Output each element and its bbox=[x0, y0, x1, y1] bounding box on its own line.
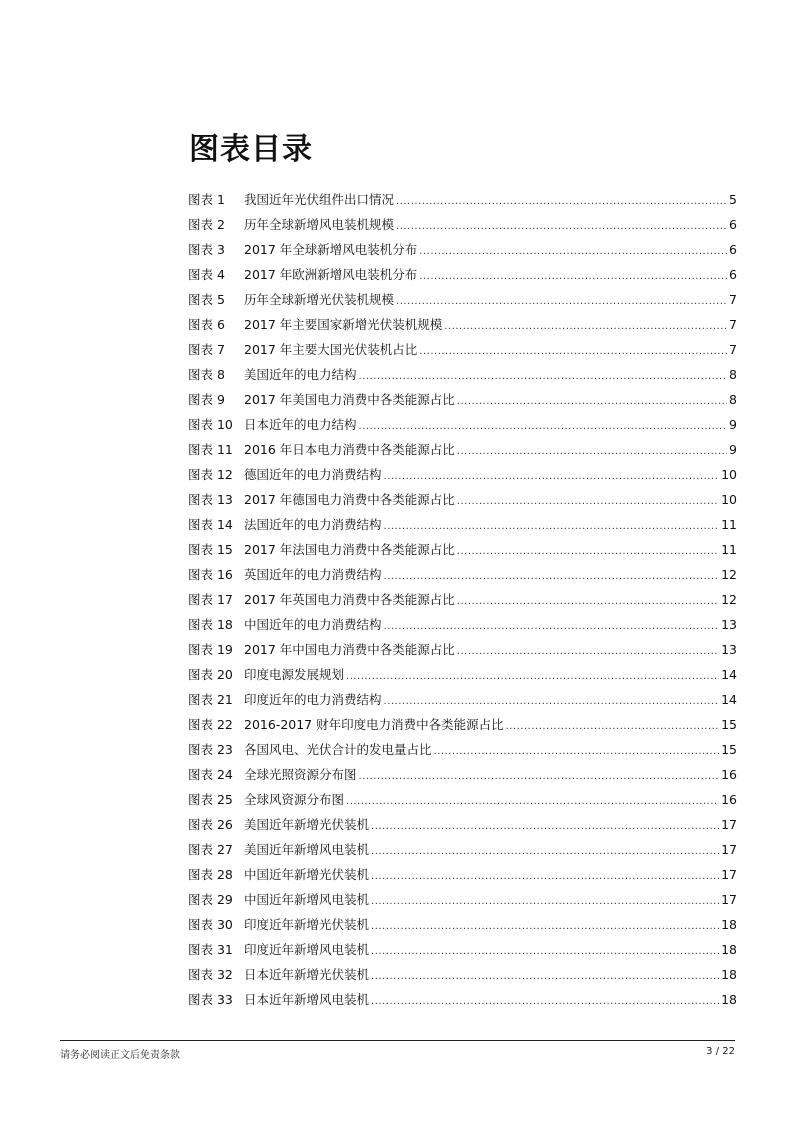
toc-entry[interactable] bbox=[188, 737, 737, 762]
toc-dot-leader bbox=[371, 814, 719, 839]
toc-dot-leader bbox=[444, 314, 727, 339]
toc-entry-title: 2017 年美国电力消费中各类能源占比 bbox=[244, 392, 455, 407]
toc-entry-page: 14 bbox=[721, 692, 737, 707]
toc-entry-title: 中国近年新增光伏装机 bbox=[244, 867, 370, 882]
toc-entry-page: 17 bbox=[721, 867, 737, 882]
toc-entry[interactable] bbox=[188, 187, 737, 212]
toc-entry[interactable] bbox=[188, 462, 737, 487]
toc-entry-page: 7 bbox=[729, 317, 737, 332]
footer-disclaimer: 请务必阅读正文后免责条款 bbox=[60, 1050, 180, 1061]
toc-entry-title: 历年全球新增光伏装机规模 bbox=[244, 292, 395, 307]
toc-entry-title: 日本近年新增风电装机 bbox=[244, 992, 370, 1007]
toc-dot-leader bbox=[371, 864, 719, 889]
toc-dot-leader bbox=[371, 914, 719, 939]
toc-entry[interactable] bbox=[188, 662, 737, 687]
toc-entry-page: 18 bbox=[721, 942, 737, 957]
toc-entry-label: 图表 30 bbox=[188, 917, 233, 932]
toc-entry-title: 美国近年的电力结构 bbox=[244, 367, 357, 382]
toc-entry[interactable] bbox=[188, 362, 737, 387]
toc-dot-leader bbox=[396, 289, 727, 314]
toc-dot-leader bbox=[371, 889, 719, 914]
toc-entry-title: 印度近年新增风电装机 bbox=[244, 942, 370, 957]
toc-entry-label: 图表 16 bbox=[188, 567, 233, 582]
toc-entry-page: 7 bbox=[729, 342, 737, 357]
toc-entry-page: 9 bbox=[729, 417, 737, 432]
toc-entry[interactable] bbox=[188, 962, 737, 987]
toc-entry-label: 图表 14 bbox=[188, 517, 233, 532]
toc-dot-leader bbox=[359, 364, 728, 389]
toc-entry-page: 6 bbox=[729, 217, 737, 232]
toc-entry-title: 2017 年中国电力消费中各类能源占比 bbox=[244, 642, 455, 657]
toc-entry-page: 18 bbox=[721, 992, 737, 1007]
toc-dot-leader bbox=[457, 489, 719, 514]
toc-entry-page: 11 bbox=[721, 542, 737, 557]
toc-entry[interactable] bbox=[188, 612, 737, 637]
toc-entry-page: 6 bbox=[729, 267, 737, 282]
toc-dot-leader bbox=[384, 689, 720, 714]
toc-entry[interactable] bbox=[188, 562, 737, 587]
toc-dot-leader bbox=[359, 764, 720, 789]
toc-entry-label: 图表 31 bbox=[188, 942, 233, 957]
toc-entry-title: 法国近年的电力消费结构 bbox=[244, 517, 382, 532]
toc-entry-title: 中国近年新增风电装机 bbox=[244, 892, 370, 907]
toc-dot-leader bbox=[457, 389, 727, 414]
toc-entry-label: 图表 15 bbox=[188, 542, 233, 557]
toc-entry-label: 图表 5 bbox=[188, 292, 225, 307]
toc-dot-leader bbox=[384, 564, 720, 589]
toc-entry-title: 2016 年日本电力消费中各类能源占比 bbox=[244, 442, 455, 457]
toc-entry-label: 图表 1 bbox=[188, 192, 225, 207]
toc-dot-leader bbox=[371, 839, 719, 864]
toc-dot-leader bbox=[419, 264, 727, 289]
toc-dot-leader bbox=[506, 714, 719, 739]
toc-entry[interactable] bbox=[188, 412, 737, 437]
toc-entry-label: 图表 29 bbox=[188, 892, 233, 907]
toc-entry[interactable] bbox=[188, 337, 737, 362]
toc-entry-title: 日本近年的电力结构 bbox=[244, 417, 357, 432]
toc-entry-page: 5 bbox=[729, 192, 737, 207]
toc-entry-title: 2017 年法国电力消费中各类能源占比 bbox=[244, 542, 455, 557]
toc-entry-title: 2017 年英国电力消费中各类能源占比 bbox=[244, 592, 455, 607]
toc-entry[interactable] bbox=[188, 312, 737, 337]
toc-entry-page: 18 bbox=[721, 917, 737, 932]
toc-entry-page: 14 bbox=[721, 667, 737, 682]
toc-entry-page: 13 bbox=[721, 642, 737, 657]
toc-entry-label: 图表 22 bbox=[188, 717, 233, 732]
toc-entry[interactable] bbox=[188, 387, 737, 412]
toc-entry-label: 图表 7 bbox=[188, 342, 225, 357]
toc-entry-page: 18 bbox=[721, 967, 737, 982]
toc-entry-page: 15 bbox=[721, 717, 737, 732]
toc-entry[interactable] bbox=[188, 712, 737, 737]
toc-entry[interactable] bbox=[188, 812, 737, 837]
toc-entry-label: 图表 19 bbox=[188, 642, 233, 657]
toc-dot-leader bbox=[434, 739, 720, 764]
toc-entry-page: 12 bbox=[721, 592, 737, 607]
toc-entry-label: 图表 11 bbox=[188, 442, 233, 457]
toc-entry-page: 16 bbox=[721, 767, 737, 782]
toc-entry-title: 历年全球新增风电装机规模 bbox=[244, 217, 395, 232]
toc-entry-page: 10 bbox=[721, 492, 737, 507]
toc-entry-page: 10 bbox=[721, 467, 737, 482]
toc-entry-label: 图表 8 bbox=[188, 367, 225, 382]
toc-dot-leader bbox=[419, 239, 727, 264]
toc-entry[interactable] bbox=[188, 837, 737, 862]
toc-dot-leader bbox=[419, 339, 727, 364]
toc-entry-title: 英国近年的电力消费结构 bbox=[244, 567, 382, 582]
toc-entry-page: 9 bbox=[729, 442, 737, 457]
toc-entry-label: 图表 20 bbox=[188, 667, 233, 682]
toc-entry-title: 印度近年的电力消费结构 bbox=[244, 692, 382, 707]
toc-entry-title: 印度电源发展规划 bbox=[244, 667, 345, 682]
toc-dot-leader bbox=[396, 189, 727, 214]
toc-entry[interactable] bbox=[188, 287, 737, 312]
toc-entry-title: 日本近年新增光伏装机 bbox=[244, 967, 370, 982]
toc-entry-label: 图表 32 bbox=[188, 967, 233, 982]
toc-entry[interactable] bbox=[188, 987, 737, 1012]
toc-entry-label: 图表 4 bbox=[188, 267, 225, 282]
toc-entry-title: 2017 年德国电力消费中各类能源占比 bbox=[244, 492, 455, 507]
toc-dot-leader bbox=[396, 214, 727, 239]
toc-entry[interactable] bbox=[188, 937, 737, 962]
toc-entry-page: 6 bbox=[729, 242, 737, 257]
toc-entry-label: 图表 6 bbox=[188, 317, 225, 332]
toc-entry[interactable] bbox=[188, 512, 737, 537]
toc-dot-leader bbox=[346, 789, 719, 814]
toc-entry-label: 图表 24 bbox=[188, 767, 233, 782]
toc-entry-title: 2017 年主要国家新增光伏装机规模 bbox=[244, 317, 443, 332]
toc-entry-label: 图表 10 bbox=[188, 417, 233, 432]
toc-dot-leader bbox=[346, 664, 719, 689]
toc-entry-title: 美国近年新增光伏装机 bbox=[244, 817, 370, 832]
toc-entry[interactable] bbox=[188, 762, 737, 787]
toc-entry-label: 图表 27 bbox=[188, 842, 233, 857]
toc-entry-title: 2016-2017 财年印度电力消费中各类能源占比 bbox=[244, 717, 504, 732]
toc-dot-leader bbox=[457, 639, 719, 664]
toc-entry-title: 2017 年全球新增风电装机分布 bbox=[244, 242, 418, 257]
toc-entry-title: 各国风电、光伏合计的发电量占比 bbox=[244, 742, 432, 757]
toc-entry-label: 图表 23 bbox=[188, 742, 233, 757]
toc-entry[interactable] bbox=[188, 862, 737, 887]
page-title: 图表目录 bbox=[189, 132, 313, 167]
toc-entry-label: 图表 28 bbox=[188, 867, 233, 882]
toc-entry-label: 图表 12 bbox=[188, 467, 233, 482]
toc-entry-page: 17 bbox=[721, 842, 737, 857]
toc-entry-label: 图表 21 bbox=[188, 692, 233, 707]
toc-entry-label: 图表 18 bbox=[188, 617, 233, 632]
toc-dot-leader bbox=[359, 414, 728, 439]
toc-entry[interactable] bbox=[188, 887, 737, 912]
toc-entry[interactable] bbox=[188, 912, 737, 937]
toc-entry-page: 8 bbox=[729, 392, 737, 407]
toc-entry-title: 印度近年新增光伏装机 bbox=[244, 917, 370, 932]
toc-entry-title: 美国近年新增风电装机 bbox=[244, 842, 370, 857]
toc-entry[interactable] bbox=[188, 487, 737, 512]
footer-page-number: 3 / 22 bbox=[706, 1046, 735, 1057]
toc-entry[interactable] bbox=[188, 262, 737, 287]
toc-entry-title: 我国近年光伏组件出口情况 bbox=[244, 192, 395, 207]
toc-entry-page: 11 bbox=[721, 517, 737, 532]
toc-entry-label: 图表 3 bbox=[188, 242, 225, 257]
toc-entry[interactable] bbox=[188, 587, 737, 612]
toc-entry-page: 17 bbox=[721, 892, 737, 907]
toc-entry-page: 16 bbox=[721, 792, 737, 807]
toc-entry-page: 13 bbox=[721, 617, 737, 632]
toc-dot-leader bbox=[371, 964, 719, 989]
toc-dot-leader bbox=[457, 539, 719, 564]
toc-dot-leader bbox=[371, 939, 719, 964]
toc-entry-label: 图表 17 bbox=[188, 592, 233, 607]
toc-entry[interactable] bbox=[188, 637, 737, 662]
toc-entry-page: 12 bbox=[721, 567, 737, 582]
toc-entry[interactable] bbox=[188, 237, 737, 262]
toc-entry-page: 7 bbox=[729, 292, 737, 307]
toc-dot-leader bbox=[457, 439, 727, 464]
toc-entry-page: 15 bbox=[721, 742, 737, 757]
toc-dot-leader bbox=[384, 464, 720, 489]
toc-entry-page: 17 bbox=[721, 817, 737, 832]
toc-entry-title: 德国近年的电力消费结构 bbox=[244, 467, 382, 482]
table-of-figures bbox=[188, 187, 737, 1012]
toc-entry-label: 图表 33 bbox=[188, 992, 233, 1007]
toc-entry-label: 图表 25 bbox=[188, 792, 233, 807]
toc-dot-leader bbox=[371, 989, 719, 1014]
toc-entry-label: 图表 2 bbox=[188, 217, 225, 232]
toc-entry[interactable] bbox=[188, 437, 737, 462]
footer-divider bbox=[60, 1040, 735, 1041]
toc-entry-label: 图表 26 bbox=[188, 817, 233, 832]
toc-entry-title: 中国近年的电力消费结构 bbox=[244, 617, 382, 632]
toc-entry-label: 图表 9 bbox=[188, 392, 225, 407]
toc-entry[interactable] bbox=[188, 212, 737, 237]
toc-dot-leader bbox=[384, 514, 720, 539]
toc-entry-title: 2017 年主要大国光伏装机占比 bbox=[244, 342, 418, 357]
toc-entry[interactable] bbox=[188, 787, 737, 812]
toc-entry-title: 全球风资源分布图 bbox=[244, 792, 345, 807]
toc-entry-title: 2017 年欧洲新增风电装机分布 bbox=[244, 267, 418, 282]
toc-entry-title: 全球光照资源分布图 bbox=[244, 767, 357, 782]
toc-entry[interactable] bbox=[188, 537, 737, 562]
toc-entry[interactable] bbox=[188, 687, 737, 712]
toc-dot-leader bbox=[457, 589, 719, 614]
toc-entry-page: 8 bbox=[729, 367, 737, 382]
toc-dot-leader bbox=[384, 614, 720, 639]
toc-entry-label: 图表 13 bbox=[188, 492, 233, 507]
